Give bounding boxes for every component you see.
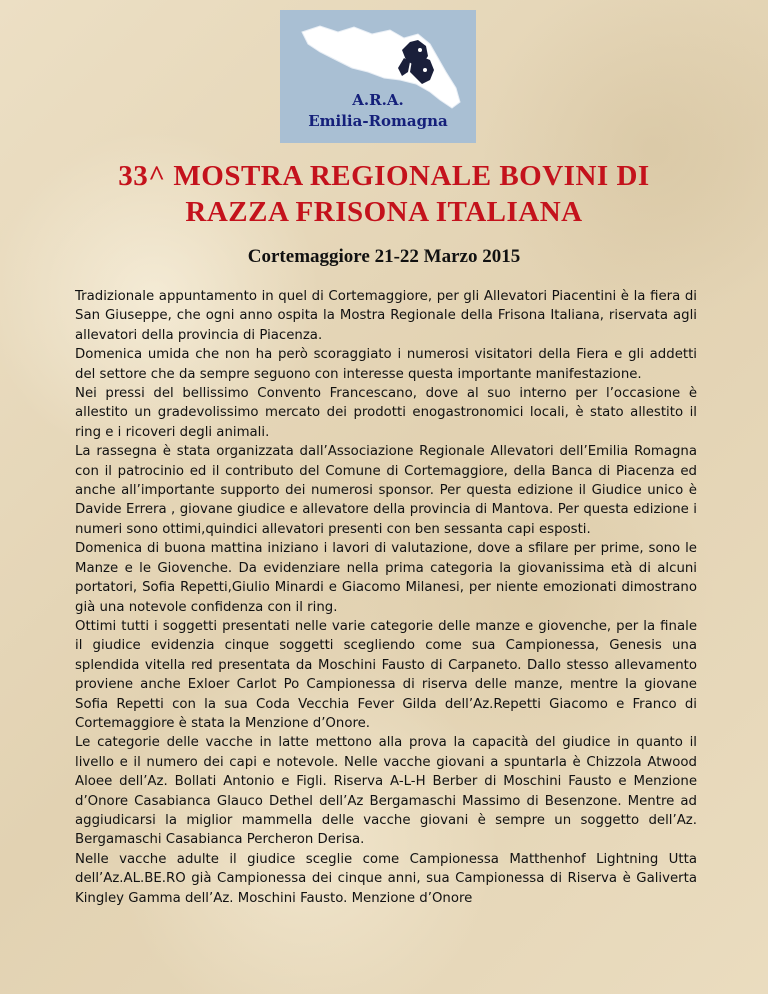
logo-text bbox=[280, 90, 476, 132]
logo-acronym: A.R.A. bbox=[352, 91, 404, 109]
paragraph: La rassegna è stata organizzata dall’Associazione Regionale Allevatori dell’Emilia Romagna con il patrocinio ed il contributo del Comune di Cortemaggiore, della Banca di Piacenza ed anche all’importante supporto dei numerosi sponsor. Per questa edizione il Giudice unico è Davide Errera , giovane giudice e allevatore della provincia di Mantova. Per questa edizione i numeri sono ottimi,quindici allevatori presenti con ben sessanta capi esposti. bbox=[75, 444, 697, 537]
event-date-location: Cortemaggiore 21-22 Marzo 2015 bbox=[247, 246, 521, 267]
paragraph: Domenica umida che non ha però scoraggiato i numerosi visitatori della Fiera e gli addetti del settore che da sempre seguono con interesse questa importante manifestazione. bbox=[75, 347, 697, 382]
title-line-2: RAZZA FRISONA ITALIANA bbox=[185, 196, 583, 228]
paragraph: Le categorie delle vacche in latte mettono alla prova la capacità del giudice in quanto il livello e il numero dei capi e notevole. Nelle vacche giovani a spuntarla è Chizzola Atwood Aloee dell’Az. Bollati Antonio e Figli. Riserva A-L-H Berber di Moschini Fausto e Menzione d’Onore Casabianca Glauco Dethel dell’Az Bergamaschi Massimo di Besenzone. Mentre ad aggiudicarsi la miglior mammella delle vacche giovani è sempre un soggetto dell’Az. Bergamaschi Casabianca Percheron Derisa. bbox=[75, 735, 697, 848]
article-body bbox=[75, 287, 697, 908]
logo-region: Emilia-Romagna bbox=[308, 112, 448, 130]
paragraph: Tradizionale appuntamento in quel di Cortemaggiore, per gli Allevatori Piacentini è la fiera di San Giuseppe, che ogni anno ospita la Mostra Regionale della Frisona Italiana, riservata agli allevatori della provincia di Piacenza. bbox=[75, 289, 697, 343]
title-line-1: 33^ MOSTRA REGIONALE BOVINI DI bbox=[118, 160, 650, 192]
page-title bbox=[0, 158, 768, 230]
paragraph: Nei pressi del bellissimo Convento Francescano, dove al suo interno per l’occasione è allestito un gradevolissimo mercato dei prodotti enogastronomici locali, è stato allestito il ring e i ricoveri degli animali. bbox=[75, 386, 697, 440]
ara-logo bbox=[280, 10, 476, 143]
paragraph: Nelle vacche adulte il giudice sceglie come Campionessa Matthenhof Lightning Utta dell’Az.AL.BE.RO già Campionessa dei cinque anni, sua Campionessa di Riserva è Galiverta Kingley Gamma dell’Az. Moschini Fausto. Menzione d’Onore bbox=[75, 851, 697, 906]
paragraph: Domenica di buona mattina iniziano i lavori di valutazione, dove a sfilare per prime, sono le Manze e le Giovenche. Da evidenziare nella prima categoria la giovanissima età di alcuni portatori, Sofia Repetti,Giulio Minardi e Giacomo Milanesi, per niente emozionati dimostrano già una notevole confidenza con il ring. bbox=[75, 541, 697, 615]
paragraph: Ottimi tutti i soggetti presentati nelle varie categorie delle manze e giovenche, per la finale il giudice evidenzia cinque soggetti scegliendo come sua Campionessa, Genesis una splendida vitella red presentata da Moschini Fausto di Carpaneto. Dallo stesso allevamento proviene anche Exloer Carlot Po Campionessa di riserva delle manze, mentre la giovane Sofia Repetti con la sua Coda Vecchia Fever Gilda dell’Az.Repetti Giacomo e Franco di Cortemaggiore è stata la Menzione d’Onore. bbox=[75, 618, 697, 731]
